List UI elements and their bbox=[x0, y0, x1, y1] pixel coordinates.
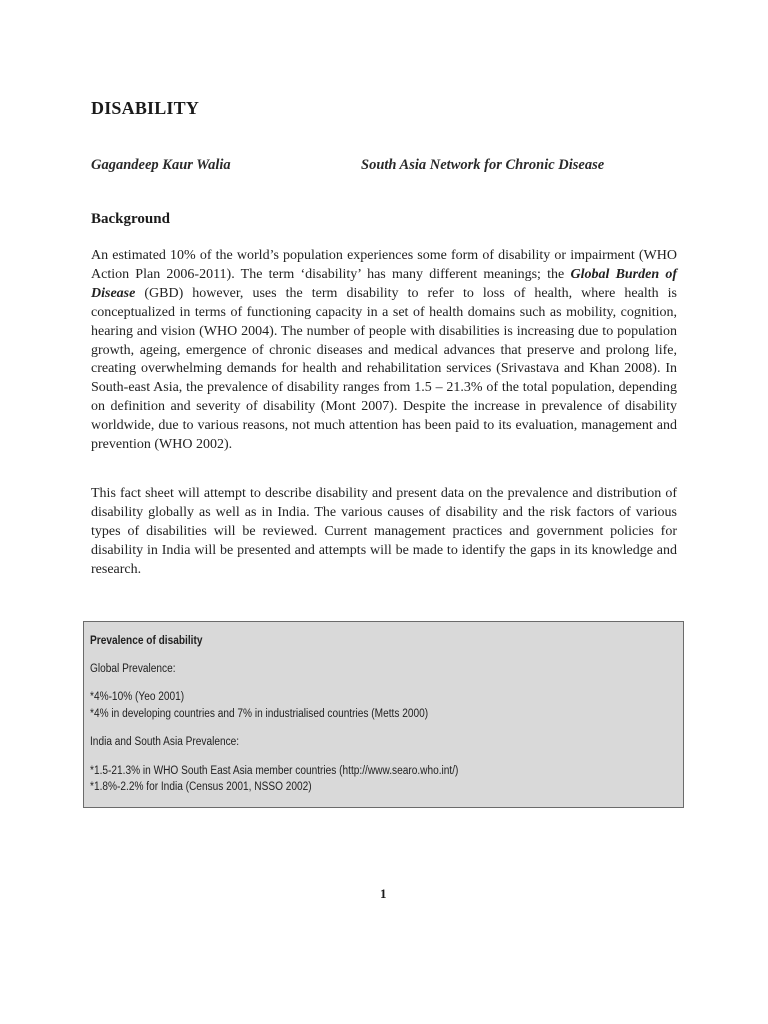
emphasis-gbd: Global Burden of Disease bbox=[91, 266, 678, 301]
box-title: Prevalence of disability bbox=[90, 635, 203, 647]
india-prevalence-label: India and South Asia Prevalence: bbox=[90, 736, 240, 748]
section-heading-background: Background bbox=[91, 211, 170, 227]
background-paragraph-1 bbox=[91, 247, 677, 455]
india-prevalence-item: *1.8%-2.2% for India (Census 2001, NSSO 2002) bbox=[90, 781, 312, 793]
india-prevalence-item: *1.5-21.3% in WHO South East Asia member countries (http://www.searo.who.int/) bbox=[90, 765, 459, 777]
global-prevalence-label: Global Prevalence: bbox=[90, 663, 176, 675]
background-paragraph-2: This fact sheet will attempt to describe disability and present data on the prevalence and distribution of disability globally as well as in India. The various causes of disability and the risk factors of various types of disabilities will be reviewed. Current management practices and government policies for disability in India will be presented and attempts will be made to identify the gaps in its knowledge and research. bbox=[91, 486, 677, 577]
paragraph-text: An estimated 10% of the world’s population experiences some form of disability or impairment (WHO Action Plan 2006-2011). The term ‘disability’ has many different meanings; the bbox=[91, 248, 677, 282]
author-name: Gagandeep Kaur Walia bbox=[91, 157, 231, 173]
page-number: 1 bbox=[380, 886, 387, 901]
organization-name: South Asia Network for Chronic Disease bbox=[361, 157, 605, 173]
document-title: DISABILITY bbox=[91, 98, 200, 118]
paragraph-text: (GBD) however, uses the term disability to refer to loss of health, where health is conceptualized in terms of functioning capacity in a set of health domains such as mobility, cognition, hearing and vision (WHO 2004). The number of people with disabilities is increasing due to population growth, ageing, emergence of chronic diseases and medical advances that preserve and prolong life, creating overwhelming demands for health and rehabilitation services (Srivastava and Khan 2008). In South-east Asia, the prevalence of disability ranges from 1.5 – 21.3% of the total population, depending on definition and severity of disability (Mont 2007). Despite the increase in prevalence of disability worldwide, due to various reasons, not much attention has been paid to its evaluation, management and prevention (WHO 2002). bbox=[91, 285, 677, 453]
global-prevalence-item: *4% in developing countries and 7% in industrialised countries (Metts 2000) bbox=[90, 708, 429, 720]
prevalence-box bbox=[83, 621, 684, 808]
global-prevalence-item: *4%-10% (Yeo 2001) bbox=[90, 691, 185, 703]
